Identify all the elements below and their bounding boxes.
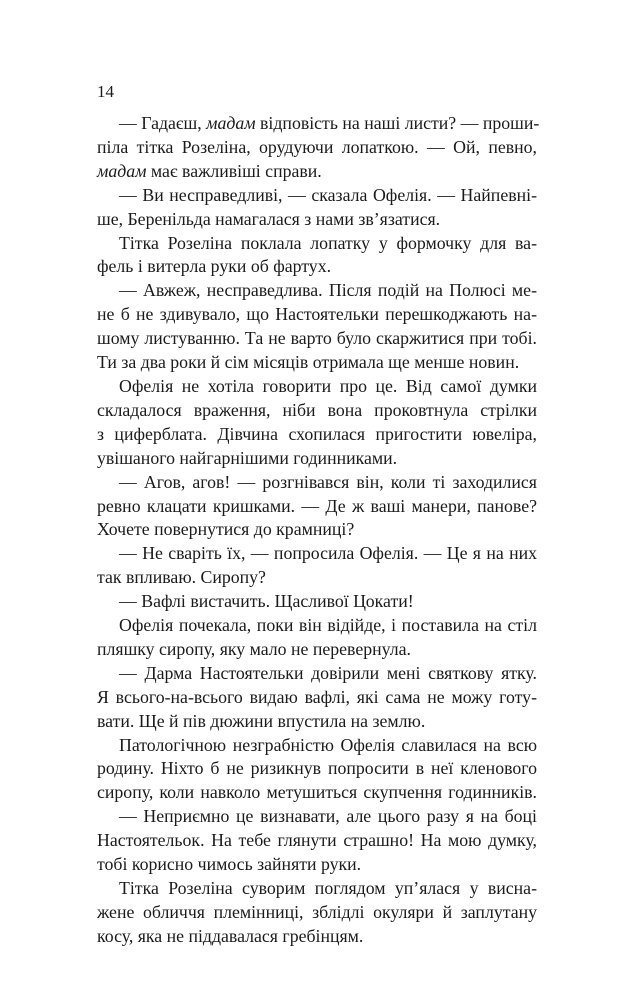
paragraph <box>97 590 537 614</box>
paragraph <box>97 375 537 471</box>
text-line: — Авжеж, несправедлива. Після подій на Полюсі ме- <box>119 280 537 301</box>
text-line: Я всього-на-всього видаю вафлі, які сама не можу готу- <box>97 686 537 707</box>
paragraph <box>97 232 537 280</box>
text-line: сиропу, коли навколо метушиться скупчення годинників. <box>97 782 537 803</box>
paragraph <box>97 805 537 877</box>
emphasis: мадам <box>206 113 256 133</box>
text-line: складалося враження, ніби вона проковтнула стрілки <box>97 399 537 420</box>
text-line: жене обличчя племінниці, зблідлі окуляри й заплутану <box>97 901 537 922</box>
text-line: — Ви несправедливі, — сказала Офелія. — Найпевні- <box>119 184 537 205</box>
paragraph <box>97 184 537 232</box>
text-line: ше, Беренільда намагалася з нами зв’язатися. <box>97 208 441 229</box>
text-line: — Гадаєш, мадам відповість на наші листи? — проши- <box>119 113 540 133</box>
text-line: Настоятельок. На тебе глянути страшно! На мою думку, <box>97 830 537 851</box>
text-line: шому листуванню. Та не варто було скаржитися при тобі. <box>97 328 537 349</box>
text-line: Хочете повернутися до крамниці? <box>97 519 355 540</box>
paragraph <box>97 662 537 734</box>
text-line: увішаного найгарнішими годинниками. <box>97 447 398 468</box>
text-line: піла тітка Розеліна, орудуючи лопаткою. — Ой, певно, <box>97 136 537 157</box>
text-line: з циферблата. Дівчина схопилася пригостити ювеліра, <box>97 423 537 444</box>
text-line: тобі корисно чимось зайняти руки. <box>97 854 362 875</box>
text-line: ревно клацати кришками. — Де ж ваші манери, панове? <box>97 495 537 516</box>
text-line: Тітка Розеліна поклала лопатку у формочку для ва- <box>119 232 537 253</box>
paragraph <box>97 734 537 806</box>
text-line: Тітка Розеліна суворим поглядом уп’ялася у висна- <box>119 878 537 898</box>
paragraph <box>97 112 540 184</box>
text-line: — Агов, агов! — розгнівався він, коли ті заходилися <box>119 471 537 492</box>
text-line: — Дарма Настоятельки довірили мені святкову ятку. <box>119 662 537 683</box>
paragraph <box>97 471 537 543</box>
emphasis: мадам <box>97 160 147 181</box>
page-number: 14 <box>97 82 114 101</box>
text-line: Патологічною незграбністю Офелія славилася на всю <box>119 734 537 755</box>
text-line: не б не здивувало, що Настоятельки перешкоджають на- <box>97 304 537 325</box>
text-line: Ти за два роки й сім місяців отримала ще менше новин. <box>97 352 520 373</box>
text-line: Офелія не хотіла говорити про це. Від самої думки <box>119 375 537 396</box>
text-line: так впливаю. Сиропу? <box>97 567 266 588</box>
text-line: мадам має важливіші справи. <box>97 160 322 181</box>
paragraph <box>97 614 537 662</box>
text-line: косу, яка не піддавалася гребінцям. <box>97 925 364 946</box>
text-line: — Вафлі вистачить. Щасливої Цокати! <box>119 591 414 612</box>
text-line: — Неприємно це визнавати, але цього разу я на боці <box>119 806 537 827</box>
text-line: пляшку сиропу, яку мало не перевернула. <box>97 638 411 659</box>
paragraph <box>97 877 537 949</box>
text-line: фель і витерла руки об фартух. <box>97 256 332 277</box>
text-line: — Не сваріть їх, — попросила Офелія. — Це я на них <box>119 543 537 564</box>
text-line: родину. Ніхто б не ризикнув попросити в неї кленового <box>97 758 537 779</box>
paragraph <box>97 279 537 375</box>
text-line: вати. Ще й пів дюжини впустила на землю. <box>97 710 426 731</box>
text-line: Офелія почекала, поки він відійде, і поставила на стіл <box>119 615 537 636</box>
paragraph <box>97 542 537 590</box>
book-text <box>97 112 540 949</box>
